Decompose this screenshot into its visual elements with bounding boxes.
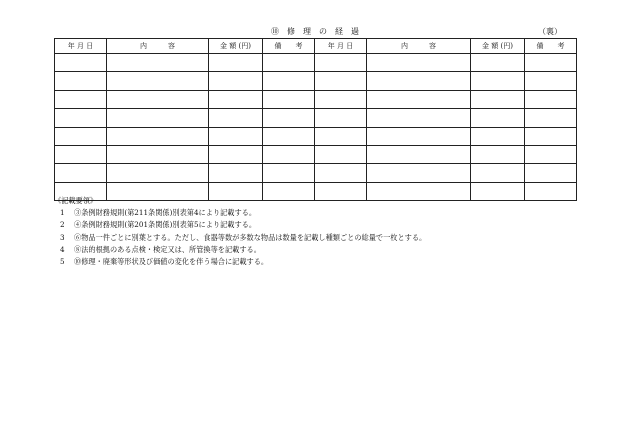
table-cell[interactable] <box>315 145 367 163</box>
table-cell[interactable] <box>107 109 209 127</box>
instruction-item <box>56 244 426 256</box>
table-cell[interactable] <box>525 182 577 200</box>
table-row <box>55 127 577 145</box>
table-cell[interactable] <box>209 90 263 108</box>
table-cell[interactable] <box>525 164 577 182</box>
table-header-row <box>55 39 577 54</box>
table-cell[interactable] <box>209 72 263 90</box>
table-cell[interactable] <box>107 72 209 90</box>
table-cell[interactable] <box>107 54 209 72</box>
table-cell[interactable] <box>55 72 107 90</box>
instruction-number: 5 <box>60 257 65 267</box>
table-cell[interactable] <box>367 127 471 145</box>
table-cell[interactable] <box>209 54 263 72</box>
table-cell[interactable] <box>367 90 471 108</box>
table-cell[interactable] <box>367 72 471 90</box>
table-cell[interactable] <box>55 109 107 127</box>
table-cell[interactable] <box>471 90 525 108</box>
table-cell[interactable] <box>107 145 209 163</box>
col-header-content-1: 内 容 <box>107 39 209 54</box>
table-cell[interactable] <box>471 127 525 145</box>
col-header-content-2: 内 容 <box>367 39 471 54</box>
table-row <box>55 90 577 108</box>
instruction-number: 2 <box>60 220 65 230</box>
table-cell[interactable] <box>525 127 577 145</box>
instruction-number: 1 <box>60 208 65 218</box>
table-cell[interactable] <box>471 145 525 163</box>
instruction-text: ④条例財務規則(第201条関係)別表第5により記載する。 <box>74 220 257 230</box>
table-cell[interactable] <box>367 145 471 163</box>
instruction-number: 3 <box>60 232 65 242</box>
table-cell[interactable] <box>367 54 471 72</box>
table-cell[interactable] <box>315 90 367 108</box>
table-row <box>55 109 577 127</box>
instruction-item <box>56 219 426 231</box>
instructions <box>56 195 426 268</box>
table-cell[interactable] <box>471 72 525 90</box>
table-row <box>55 54 577 72</box>
table-cell[interactable] <box>525 145 577 163</box>
table-cell[interactable] <box>263 90 315 108</box>
table-cell[interactable] <box>263 72 315 90</box>
table-cell[interactable] <box>55 90 107 108</box>
table-cell[interactable] <box>209 127 263 145</box>
col-header-date-1: 年 月 日 <box>55 39 107 54</box>
col-header-amount-1: 金 額 (円) <box>209 39 263 54</box>
back-side-mark: （裏） <box>538 27 562 36</box>
form-title <box>0 26 630 37</box>
col-header-remarks-2: 備 考 <box>525 39 577 54</box>
table-cell[interactable] <box>315 127 367 145</box>
col-header-date-2: 年 月 日 <box>315 39 367 54</box>
table-cell[interactable] <box>209 109 263 127</box>
table-row <box>55 145 577 163</box>
instruction-text: ⑧法的根拠のある点検・検定又は、所管換等を記載する。 <box>74 244 261 254</box>
repair-history-table <box>54 38 577 201</box>
instruction-item <box>56 232 426 244</box>
table-cell[interactable] <box>55 54 107 72</box>
instruction-text: ③条例財務規則(第211条関係)別表第4により記載する。 <box>74 208 257 218</box>
table-cell[interactable] <box>525 72 577 90</box>
table-cell[interactable] <box>55 164 107 182</box>
table-cell[interactable] <box>209 164 263 182</box>
table-cell[interactable] <box>263 164 315 182</box>
table-cell[interactable] <box>55 145 107 163</box>
table-cell[interactable] <box>107 127 209 145</box>
col-header-remarks-1: 備 考 <box>263 39 315 54</box>
table-cell[interactable] <box>55 127 107 145</box>
table-cell[interactable] <box>263 54 315 72</box>
table-cell[interactable] <box>471 54 525 72</box>
table-cell[interactable] <box>315 72 367 90</box>
table-cell[interactable] <box>525 109 577 127</box>
col-header-amount-2: 金 額 (円) <box>471 39 525 54</box>
table-cell[interactable] <box>367 164 471 182</box>
table-cell[interactable] <box>315 164 367 182</box>
table-cell[interactable] <box>315 54 367 72</box>
table-cell[interactable] <box>471 109 525 127</box>
table-cell[interactable] <box>471 164 525 182</box>
instruction-text: ⑩修理・廃棄等形状及び価値の変化を伴う場合に記載する。 <box>74 257 269 267</box>
table-body <box>55 54 577 201</box>
table-cell[interactable] <box>525 90 577 108</box>
instruction-number: 4 <box>60 244 65 254</box>
instruction-item <box>56 256 426 268</box>
table-cell[interactable] <box>525 54 577 72</box>
form-title-text: ⑩ 修 理 の 経 過 <box>271 27 359 36</box>
table-cell[interactable] <box>263 127 315 145</box>
table-cell[interactable] <box>471 182 525 200</box>
table-cell[interactable] <box>263 145 315 163</box>
table-row <box>55 164 577 182</box>
table-cell[interactable] <box>107 164 209 182</box>
table-cell[interactable] <box>107 90 209 108</box>
instruction-item <box>56 207 426 219</box>
instruction-text: ⑥物品一件ごとに別葉とする。ただし、食器等数が多数な物品は数量を記載し種類ごとの総量で一枚とする。 <box>74 232 427 242</box>
table-cell[interactable] <box>263 109 315 127</box>
table-cell[interactable] <box>367 109 471 127</box>
table-cell[interactable] <box>315 109 367 127</box>
table-row <box>55 72 577 90</box>
instructions-heading: 《記載要領》 <box>54 196 98 205</box>
table-cell[interactable] <box>209 145 263 163</box>
